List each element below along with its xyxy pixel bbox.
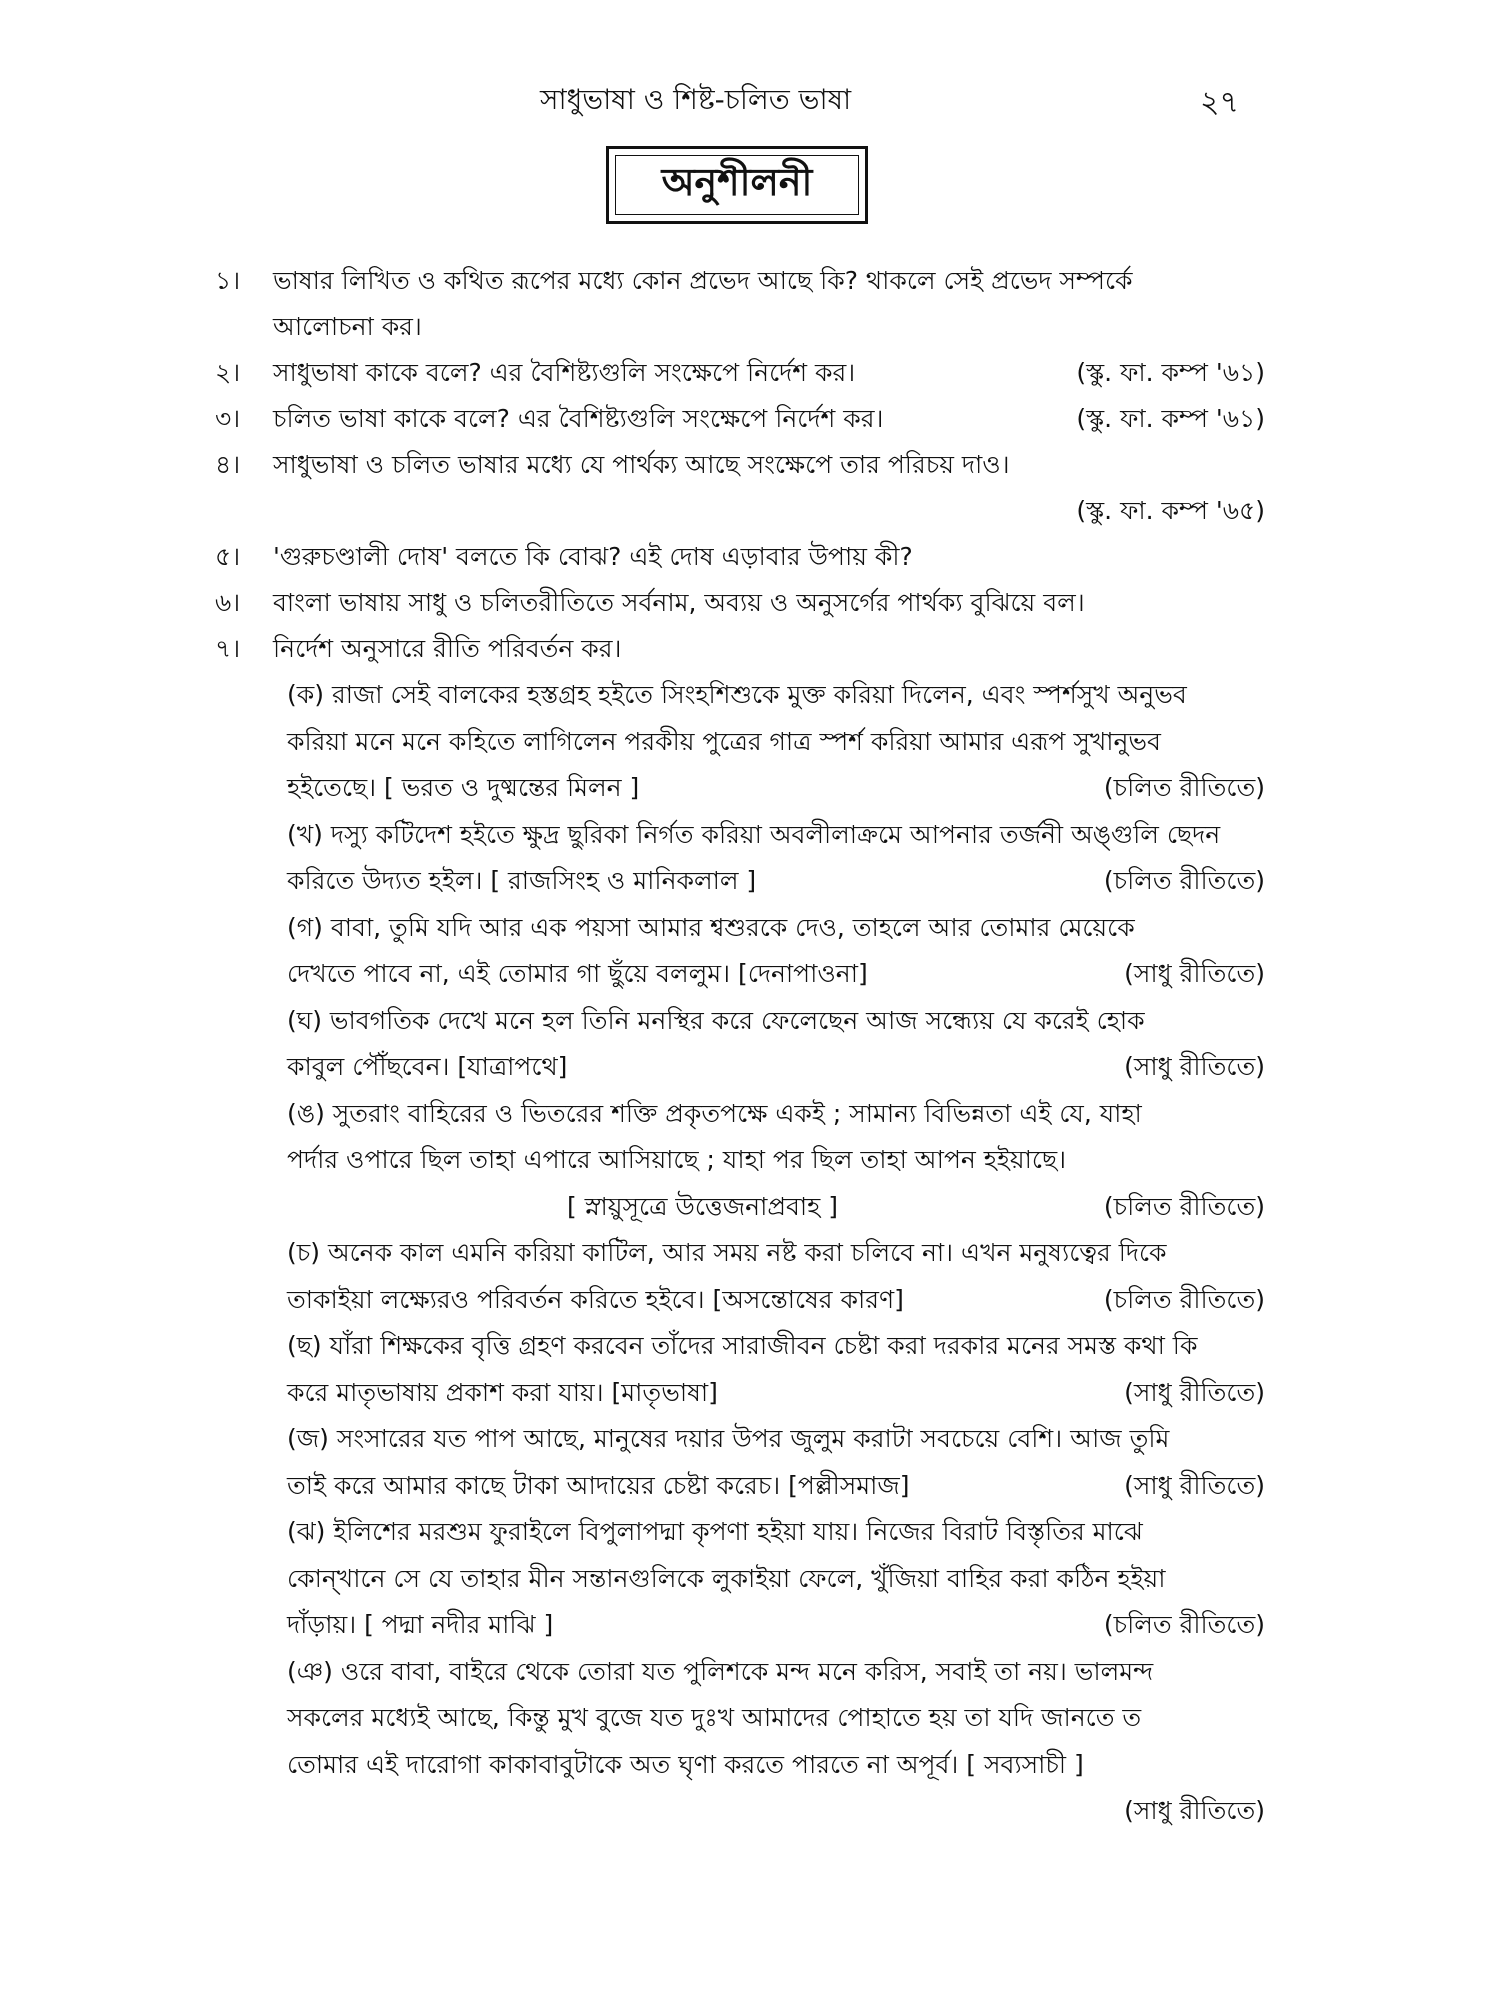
exercise-line: দাঁড়ায়। [ পদ্মা নদীর মাঝি ] [287, 1610, 554, 1639]
style-instruction: (সাধু রীতিতে) [1124, 959, 1265, 988]
exercise-content [215, 258, 1265, 1835]
exercise-line: করে মাতৃভাষায় প্রকাশ করা যায়। [মাতৃভাষা] [287, 1377, 718, 1407]
style-instruction: (চলিত রীতিতে) [1103, 1284, 1265, 1314]
exercise-kha [287, 812, 1265, 905]
question-number: ৩। [215, 404, 241, 433]
question-3 [215, 396, 1265, 442]
style-instruction: (চলিত রীতিতে) [1103, 866, 1265, 895]
style-instruction: (সাধু রীতিতে) [1124, 1796, 1265, 1825]
exercise-ka [287, 672, 1265, 812]
exercise-source: [ স্নায়ুসূত্রে উত্তেজনাপ্রবাহ ] [567, 1191, 838, 1221]
exercise-line: তাই করে আমার কাছে টাকা আদায়ের চেষ্টা করেচ। [পল্লীসমাজ] [287, 1470, 910, 1500]
exercise-line: তাকাইয়া লক্ষ্যেরও পরিবর্তন করিতে হইবে। [অসন্তোষের কারণ] [287, 1284, 904, 1314]
section-title-box [606, 146, 868, 224]
exercise-line: (জ) সংসারের যত পাপ আছে, মানুষের দয়ার উপর জুলুম করাটা সবচেয়ে বেশি। আজ তুমি [287, 1424, 1170, 1453]
exercise-line: (ঝ) ইলিশের মরশুম ফুরাইলে বিপুলাপদ্মা কৃপণা হইয়া যায়। নিজের বিরাট বিস্তৃতির মাঝে [287, 1517, 1143, 1546]
question-text: সাধুভাষা কাকে বলে? এর বৈশিষ্ট্যগুলি সংক্ষেপে নির্দেশ কর। [273, 358, 856, 387]
exercise-ja [287, 1416, 1265, 1509]
exercise-list [215, 672, 1265, 1835]
question-text: সাধুভাষা ও চলিত ভাষার মধ্যে যে পার্থক্য আছে সংক্ষেপে তার পরিচয় দাও। [273, 450, 1010, 479]
question-number: ৭। [215, 634, 241, 663]
style-instruction: (সাধু রীতিতে) [1124, 1470, 1265, 1500]
exercise-line: দেখতে পাবে না, এই তোমার গা ছুঁয়ে বললুম। [দেনাপাওনা] [287, 959, 868, 988]
question-text: চলিত ভাষা কাকে বলে? এর বৈশিষ্ট্যগুলি সংক্ষেপে নির্দেশ কর। [273, 404, 884, 433]
exercise-gha [287, 998, 1265, 1091]
question-number: ৫। [215, 542, 241, 571]
exercise-cha [287, 1230, 1265, 1323]
page-number: ২৭ [1200, 85, 1240, 120]
exam-source: (স্কু. ফা. কম্প '৬৫) [1076, 496, 1265, 525]
question-2 [215, 350, 1265, 396]
exercise-line: (ঘ) ভাবগতিক দেখে মনে হল তিনি মনস্থির করে ফেলেছেন আজ সন্ধ্যেয় যে করেই হোক [287, 1005, 1145, 1035]
exam-source: (স্কু. ফা. কম্প '৬১) [1076, 404, 1265, 433]
question-text: বাংলা ভাষায় সাধু ও চলিতরীতিতে সর্বনাম, অব্যয় ও অনুসর্গের পার্থক্য বুঝিয়ে বল। [273, 588, 1085, 617]
question-number: ১। [215, 266, 241, 295]
question-4 [215, 442, 1265, 534]
exercise-line: সকলের মধ্যেই আছে, কিন্তু মুখ বুজে যত দুঃখ আমাদের পোহাতে হয় তা যদি জানতে ত [287, 1703, 1142, 1732]
style-instruction: (সাধু রীতিতে) [1124, 1052, 1265, 1081]
question-1 [215, 258, 1265, 350]
exercise-line: (খ) দস্যু কটিদেশ হইতে ক্ষুদ্র ছুরিকা নির্গত করিয়া অবলীলাক্রমে আপনার তর্জনী অঙ্গুলি ছেদন [287, 819, 1221, 849]
exercise-line: করিয়া মনে মনে কহিতে লাগিলেন পরকীয় পুত্রের গাত্র স্পর্শ করিয়া আমার এরূপ সুখানুভব [287, 726, 1161, 756]
exercise-line: হইতেছে। [ ভরত ও দুষ্মন্তের মিলন ] [287, 773, 640, 802]
question-7 [215, 626, 1265, 672]
style-instruction: (চলিত রীতিতে) [1103, 773, 1265, 802]
exercise-line: (ছ) যাঁরা শিক্ষকের বৃত্তি গ্রহণ করবেন তাঁদের সারাজীবন চেষ্টা করা দরকার মনের সমস্ত কথা কি [287, 1331, 1198, 1360]
running-title: সাধুভাষা ও শিষ্ট-চলিত ভাষা [540, 83, 852, 116]
question-text: ভাষার লিখিত ও কথিত রূপের মধ্যে কোন প্রভেদ আছে কি? থাকলে সেই প্রভেদ সম্পর্কে [273, 266, 1133, 295]
exercise-line: (গ) বাবা, তুমি যদি আর এক পয়সা আমার শ্বশুরকে দেও, তাহলে আর তোমার মেয়েকে [287, 912, 1135, 942]
exercise-line: (চ) অনেক কাল এমনি করিয়া কাটিল, আর সময় নষ্ট করা চলিবে না। এখন মনুষ্যত্বের দিকে [287, 1238, 1167, 1267]
exercise-chha [287, 1323, 1265, 1416]
exercise-uma [287, 1091, 1265, 1231]
page-header [0, 78, 1500, 128]
question-5 [215, 534, 1265, 580]
section-title: অনুশীলনী [661, 160, 813, 204]
question-number: ৪। [215, 450, 241, 479]
exercise-nya [287, 1649, 1265, 1835]
question-6 [215, 580, 1265, 626]
question-text: নির্দেশ অনুসারে রীতি পরিবর্তন কর। [273, 634, 622, 663]
exercise-jha [287, 1509, 1265, 1649]
style-instruction: (চলিত রীতিতে) [1103, 1191, 1265, 1221]
exercise-line: (ঞ) ওরে বাবা, বাইরে থেকে তোরা যত পুলিশকে মন্দ মনে করিস, সবাই তা নয়। ভালমন্দ [287, 1656, 1154, 1686]
exercise-line: করিতে উদ্যত হইল। [ রাজসিংহ ও মানিকলাল ] [287, 866, 757, 895]
question-number: ৬। [215, 588, 241, 617]
question-text: 'গুরুচণ্ডালী দোষ' বলতে কি বোঝ? এই দোষ এড়াবার উপায় কী? [273, 542, 913, 571]
style-instruction: (চলিত রীতিতে) [1103, 1610, 1265, 1639]
exercise-line: (ক) রাজা সেই বালকের হস্তগ্রহ হইতে সিংহশিশুকে মুক্ত করিয়া দিলেন, এবং স্পর্শসুখ অনুভব [287, 680, 1187, 709]
exercise-line: তোমার এই দারোগা কাকাবাবুটাকে অত ঘৃণা করতে পারতে না অপূর্ব। [ সব্যসাচী ] [287, 1749, 1084, 1779]
question-number: ২। [215, 358, 241, 387]
exercise-ga [287, 905, 1265, 998]
exercise-line: কাবুল পৌঁছবেন। [যাত্রাপথে] [287, 1052, 568, 1081]
exercise-line: (ঙ) সুতরাং বাহিরের ও ভিতরের শক্তি প্রকৃতপক্ষে একই ; সামান্য বিভিন্নতা এই যে, যাহা [287, 1098, 1142, 1128]
exam-source: (স্কু. ফা. কম্প '৬১) [1076, 358, 1265, 387]
style-instruction: (সাধু রীতিতে) [1124, 1377, 1265, 1407]
question-text: আলোচনা কর। [273, 312, 422, 341]
exercise-line: কোন্‌খানে সে যে তাহার মীন সন্তানগুলিকে লুকাইয়া ফেলে, খুঁজিয়া বাহির করা কঠিন হইয়া [287, 1563, 1166, 1593]
exercise-line: পর্দার ওপারে ছিল তাহা এপারে আসিয়াছে ; যাহা পর ছিল তাহা আপন হইয়াছে। [287, 1145, 1067, 1174]
